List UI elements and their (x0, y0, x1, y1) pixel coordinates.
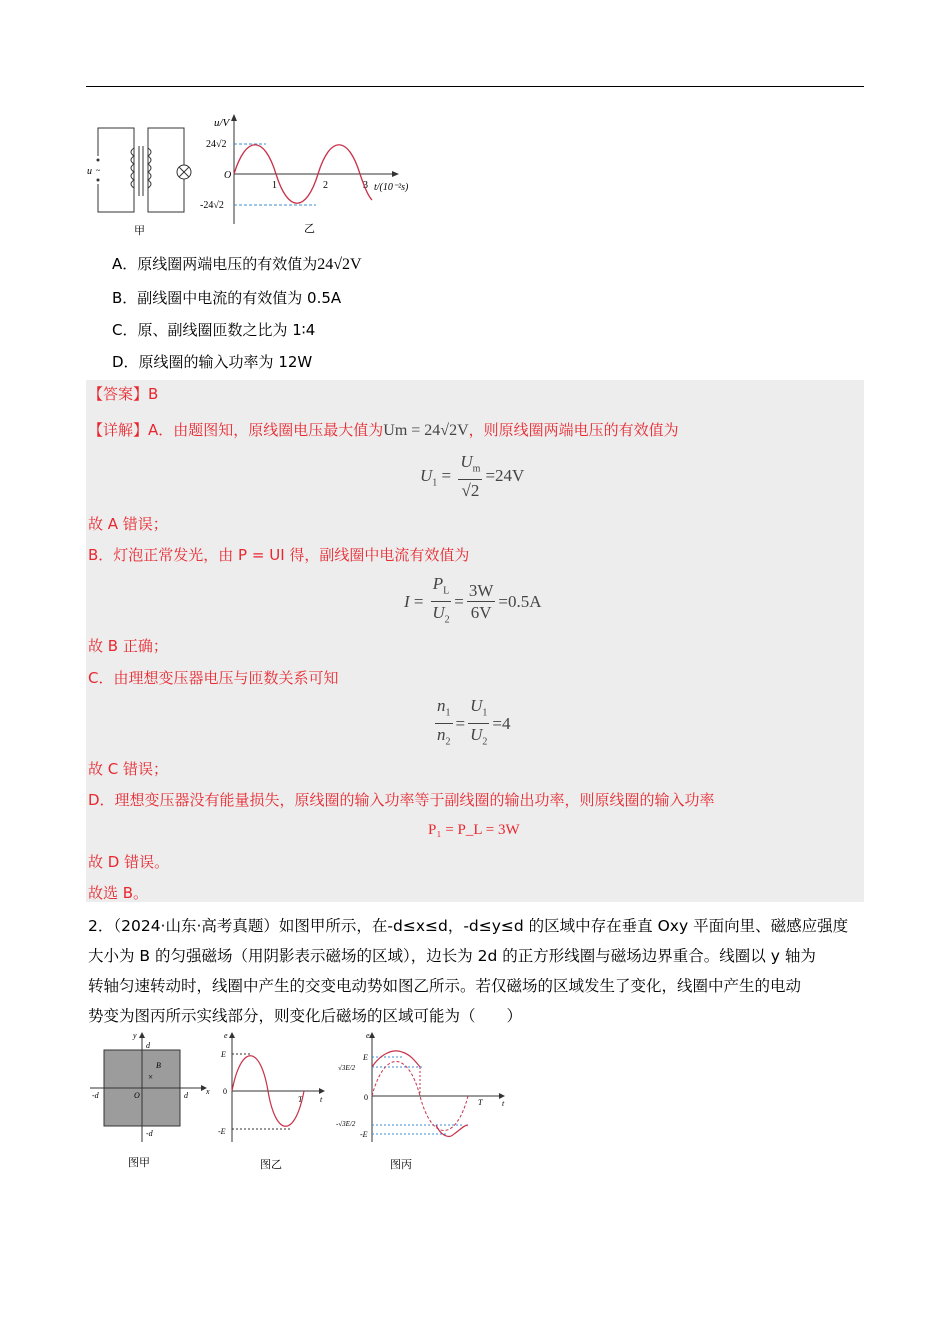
label-yi: 乙 (304, 222, 315, 235)
neg-d-left-label: -d (92, 1091, 99, 1100)
transformer-circuit-figure (86, 118, 206, 238)
magnetic-field-figure (86, 1030, 216, 1175)
detail-a-line (88, 420, 679, 441)
option-a-text: A．原线圈两端电压的有效值为 (112, 255, 318, 273)
origin-label: O (224, 170, 232, 181)
equation-2: I = $\frac{P_L}{U_2}$ = $\frac{3W}{6V}$ =0.5A (404, 574, 542, 626)
u-axis-label: u/V (214, 117, 230, 129)
option-c[interactable]: C．原、副线圈匝数之比为 1∶4 (112, 321, 316, 339)
option-a[interactable] (112, 254, 362, 275)
u-label: u (87, 166, 92, 177)
tick-2: 2 (323, 180, 328, 191)
label-jia: 甲 (134, 224, 145, 237)
x-label: x (206, 1087, 210, 1096)
e-axis-label: e (224, 1031, 228, 1040)
tick-3: 3 (363, 180, 368, 191)
period-label: T (298, 1095, 303, 1104)
d-right-label: d (184, 1091, 188, 1100)
emf-waveform-figure (210, 1030, 330, 1175)
b-field-label: B (156, 1061, 161, 1070)
svg-text:~: ~ (96, 166, 101, 175)
equation-1: $U_1$ = $\frac{U_m}{√2}$ =24V (420, 452, 525, 501)
t-label: t (320, 1095, 323, 1104)
voltage-waveform-figure (196, 112, 426, 238)
d-line: D．理想变压器没有能量损失，原线圈的输入功率等于副线圈的输出功率，则原线圈的输入功率 (88, 791, 715, 809)
period-label-2: T (478, 1098, 483, 1107)
zero-label: 0 (223, 1087, 227, 1096)
detail-a-text: A．由题图知，原线圈电压最大值为 (148, 421, 384, 439)
zero-label-2: 0 (364, 1093, 368, 1102)
caption-jia: 图甲 (128, 1156, 150, 1169)
d-top-label: d (146, 1041, 150, 1050)
detail-a-value: Um = 24√2V (383, 422, 469, 439)
neg-d-bottom-label: -d (146, 1129, 153, 1138)
t-label-2: t (502, 1099, 505, 1108)
caption-bing: 图丙 (390, 1158, 412, 1171)
a-wrong: 故 A 错误； (88, 515, 168, 533)
e-min-label: -E (218, 1127, 226, 1136)
e-max-label: E (221, 1050, 226, 1059)
y-max-label: 24√2 (206, 139, 227, 150)
detail-tag: 【详解】 (88, 421, 149, 439)
origin-label-2: O (134, 1091, 140, 1100)
equation-3: $\frac{n_1}{n_2}$ = $\frac{U_1}{U_2}$ =4 (437, 696, 511, 748)
e-max-label-2: E (363, 1053, 368, 1062)
cross-icon: × (148, 1072, 154, 1082)
c-line: C．由理想变压器电压与匝数关系可知 (88, 669, 339, 687)
detail-a-tail: ，则原线圈两端电压的有效值为 (468, 421, 679, 439)
modified-emf-figure (336, 1030, 516, 1175)
option-a-value: 24√2V (317, 256, 362, 273)
d-wrong: 故 D 错误。 (88, 853, 170, 871)
e-axis-label-2: e (366, 1031, 370, 1040)
q2-line-1: 2．（2024·山东·高考真题）如图甲所示，在-d≤x≤d，-d≤y≤d 的区域中存在垂直 Oxy 平面向里、磁感应强度 (88, 917, 849, 935)
answer-line: 【答案】B (88, 385, 159, 403)
caption-yi: 图乙 (260, 1158, 282, 1171)
y-min-label: -24√2 (200, 200, 224, 211)
y-label: y (133, 1031, 137, 1040)
c-wrong: 故 C 错误； (88, 760, 169, 778)
question-2 (88, 911, 864, 1031)
final-answer: 故选 B。 (88, 884, 149, 902)
b-line: B．灯泡正常发光，由 P = UI 得，副线圈中电流有效值为 (88, 546, 470, 564)
header-rule (86, 86, 864, 87)
option-d[interactable]: D．原线圈的输入功率为 12W (112, 353, 313, 371)
sqrt3e2-label: √3E/2 (338, 1064, 356, 1072)
t-axis-label: t/(10⁻²s) (374, 182, 409, 193)
option-b[interactable]: B．副线圈中电流的有效值为 0.5A (112, 289, 342, 307)
q2-line-2: 大小为 B 的匀强磁场（用阴影表示磁场的区域），边长为 2d 的正方形线圈与磁场边界重合。线圈以 y 轴为 (88, 947, 816, 965)
q2-line-4: 势变为图丙所示实线部分，则变化后磁场的区域可能为（ ） (88, 1007, 523, 1025)
q2-line-3: 转轴匀速转动时，线圈中产生的交变电动势如图乙所示。若仅磁场的区域发生了变化，线圈中产生的电动 (88, 977, 802, 995)
tick-1: 1 (272, 180, 277, 191)
e-min-label-2: -E (360, 1130, 368, 1139)
neg-sqrt3e2-label: -√3E/2 (336, 1120, 356, 1128)
equation-4: P₁ = P_L = 3W (428, 822, 520, 838)
b-right: 故 B 正确； (88, 637, 168, 655)
